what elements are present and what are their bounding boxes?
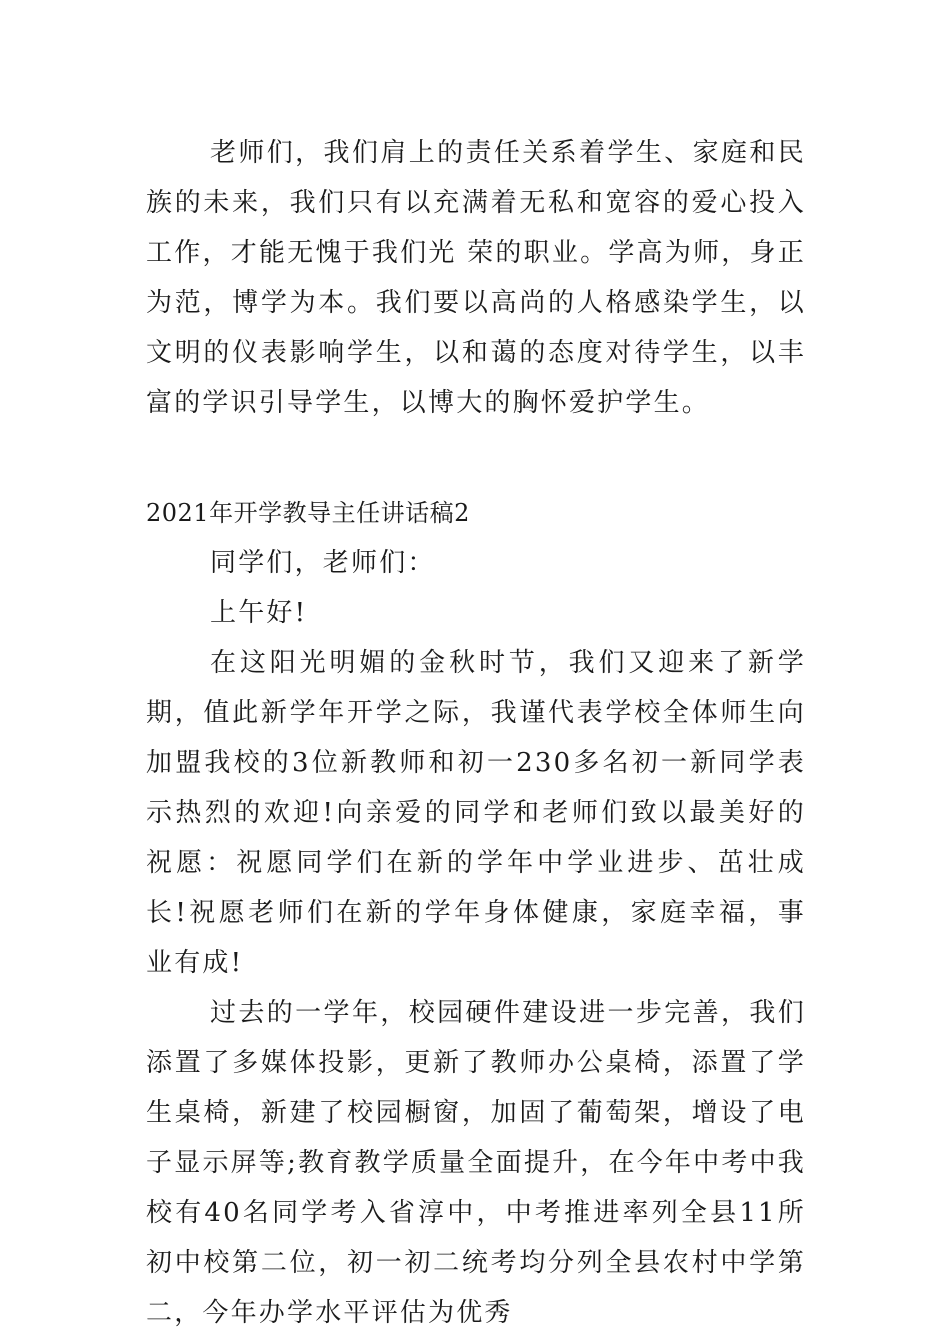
paragraph-achievements: 过去的一学年，校园硬件建设进一步完善，我们添置了多媒体投影，更新了教师办公桌椅，添置了学生桌椅，新建了校园橱窗，加固了葡萄架，增设了电子显示屏等;教育教学质量全面提升，在今年中考中我校有40名同学考入省淳中，中考推进率列全县11所初中校第二位，初一初二统考均分列全县农村中学第二，今年办学水平评估为优秀 (146, 998, 806, 1328)
document-page (146, 128, 806, 1338)
section-spacer (146, 428, 806, 488)
salutation-line: 上午好! (210, 598, 308, 628)
section-heading: 2021年开学教导主任讲话稿2 (146, 499, 470, 527)
paragraph-responsibility: 老师们，我们肩上的责任关系着学生、家庭和民族的未来，我们只有以充满着无私和宽容的爱心投入工作，才能无愧于我们光 荣的职业。学高为师，身正为范，博学为本。我们要以高尚的人格感染学生，以文明的仪表影响学生，以和蔼的态度对待学生，以丰富的学识引导学生，以博大的胸怀爱护学生。 (146, 138, 806, 418)
paragraph-welcome: 在这阳光明媚的金秋时节，我们又迎来了新学期，值此新学年开学之际，我谨代表学校全体师生向加盟我校的3位新教师和初一230多名初一新同学表示热烈的欢迎!向亲爱的同学和老师们致以最美好的祝愿：祝愿同学们在新的学年中学业进步、茁壮成长!祝愿老师们在新的学年身体健康，家庭幸福，事业有成! (146, 648, 806, 978)
greeting-line: 同学们，老师们： (210, 548, 436, 578)
